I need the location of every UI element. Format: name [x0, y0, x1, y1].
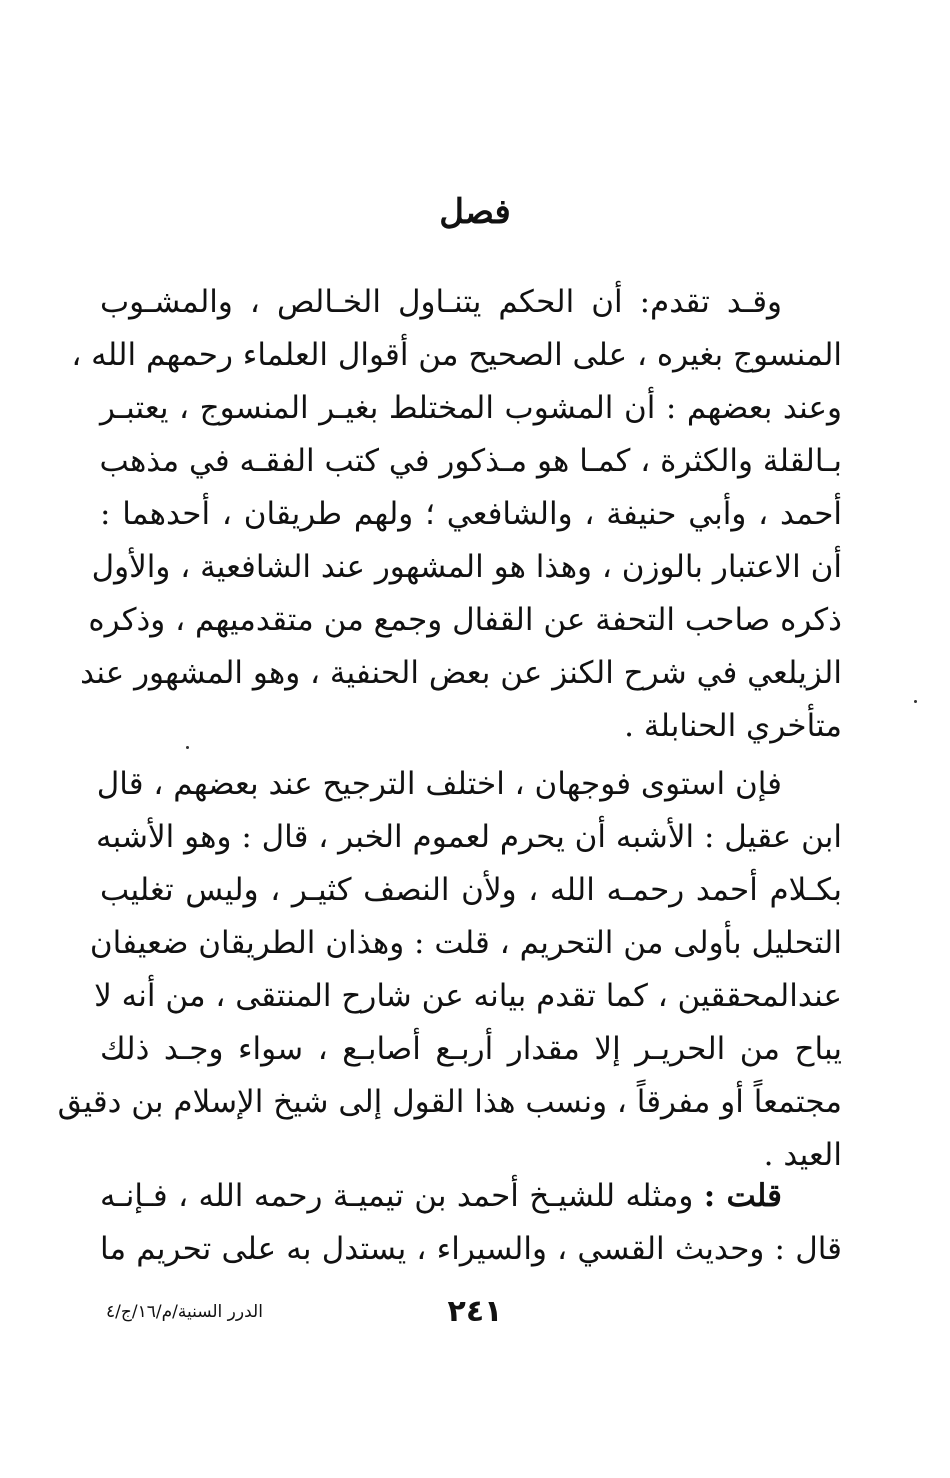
- paragraph-2: [57, 758, 842, 1182]
- text-line: الزيلعي في شرح الكنز عن بعض الحنفية ، وهو المشهور عند: [80, 655, 842, 691]
- text-line: مجتمعاً أو مفرقاً ، ونسب هذا القول إلى شيخ الإسلام بن دقيق: [57, 1084, 842, 1120]
- text-line: [100, 1170, 842, 1223]
- page-number: ٢٤١: [447, 1294, 503, 1329]
- text-line: بـالقلة والكثرة ، كمـا هو مـذكور في كتب الفقـه في مذهب: [99, 443, 842, 479]
- text-line: وعند بعضهم : أن المشوب المختلط بغيـر المنسوج ، يعتبـر: [100, 390, 842, 426]
- text-line: بكـلام أحمد رحمـه الله ، ولأن النصف كثيـر ، وليس تغليب: [100, 872, 842, 908]
- text-line: متأخري الحنابلة .: [624, 708, 842, 744]
- text-line: عندالمحققين ، كما تقدم بيانه عن شارح المنتقى ، من أنه لا: [94, 978, 842, 1014]
- text-line: أن الاعتبار بالوزن ، وهذا هو المشهور عند الشافعية ، والأول: [91, 549, 842, 585]
- footer-reference: الدرر السنية/م/١٦/ج/٤: [106, 1302, 263, 1322]
- print-speck: [186, 746, 189, 749]
- text-line: المنسوج بغيره ، على الصحيح من أقوال العلماء رحمهم الله ،: [71, 337, 842, 373]
- text-line: يباح من الحريـر إلا مقدار أربـع أصابـع ، سواء وجـد ذلك: [100, 1031, 842, 1067]
- text-run: ومثله للشيـخ أحمد بن تيميـة رحمه الله ، فـإنـه: [100, 1178, 704, 1214]
- paragraph-1: [71, 276, 842, 753]
- print-speck: [914, 700, 917, 703]
- text-line: قال : وحديث القسي ، والسيراء ، يستدل به على تحريم ما: [100, 1231, 842, 1267]
- text-line: ابن عقيل : الأشبه أن يحرم لعموم الخبر ، قال : وهو الأشبه: [96, 819, 842, 855]
- section-heading: فصل: [439, 192, 511, 232]
- text-line: وقـد تقدم: أن الحكم يتنـاول الخـالص ، والمشـوب: [100, 284, 782, 320]
- text-line: ذكره صاحب التحفة عن القفال وجمع من متقدميهم ، وذكره: [88, 602, 842, 638]
- text-line: فإن استوى فوجهان ، اختلف الترجيح عند بعضهم ، قال: [96, 766, 782, 802]
- text-line: أحمد ، وأبي حنيفة ، والشافعي ؛ ولهم طريقان ، أحدهما :: [100, 496, 842, 532]
- lead-word: قلت :: [703, 1178, 782, 1214]
- text-line: العيد .: [763, 1137, 842, 1173]
- text-line: التحليل بأولى من التحريم ، قلت : وهذان الطريقان ضعيفان: [89, 925, 842, 961]
- paragraph-3: [100, 1170, 842, 1276]
